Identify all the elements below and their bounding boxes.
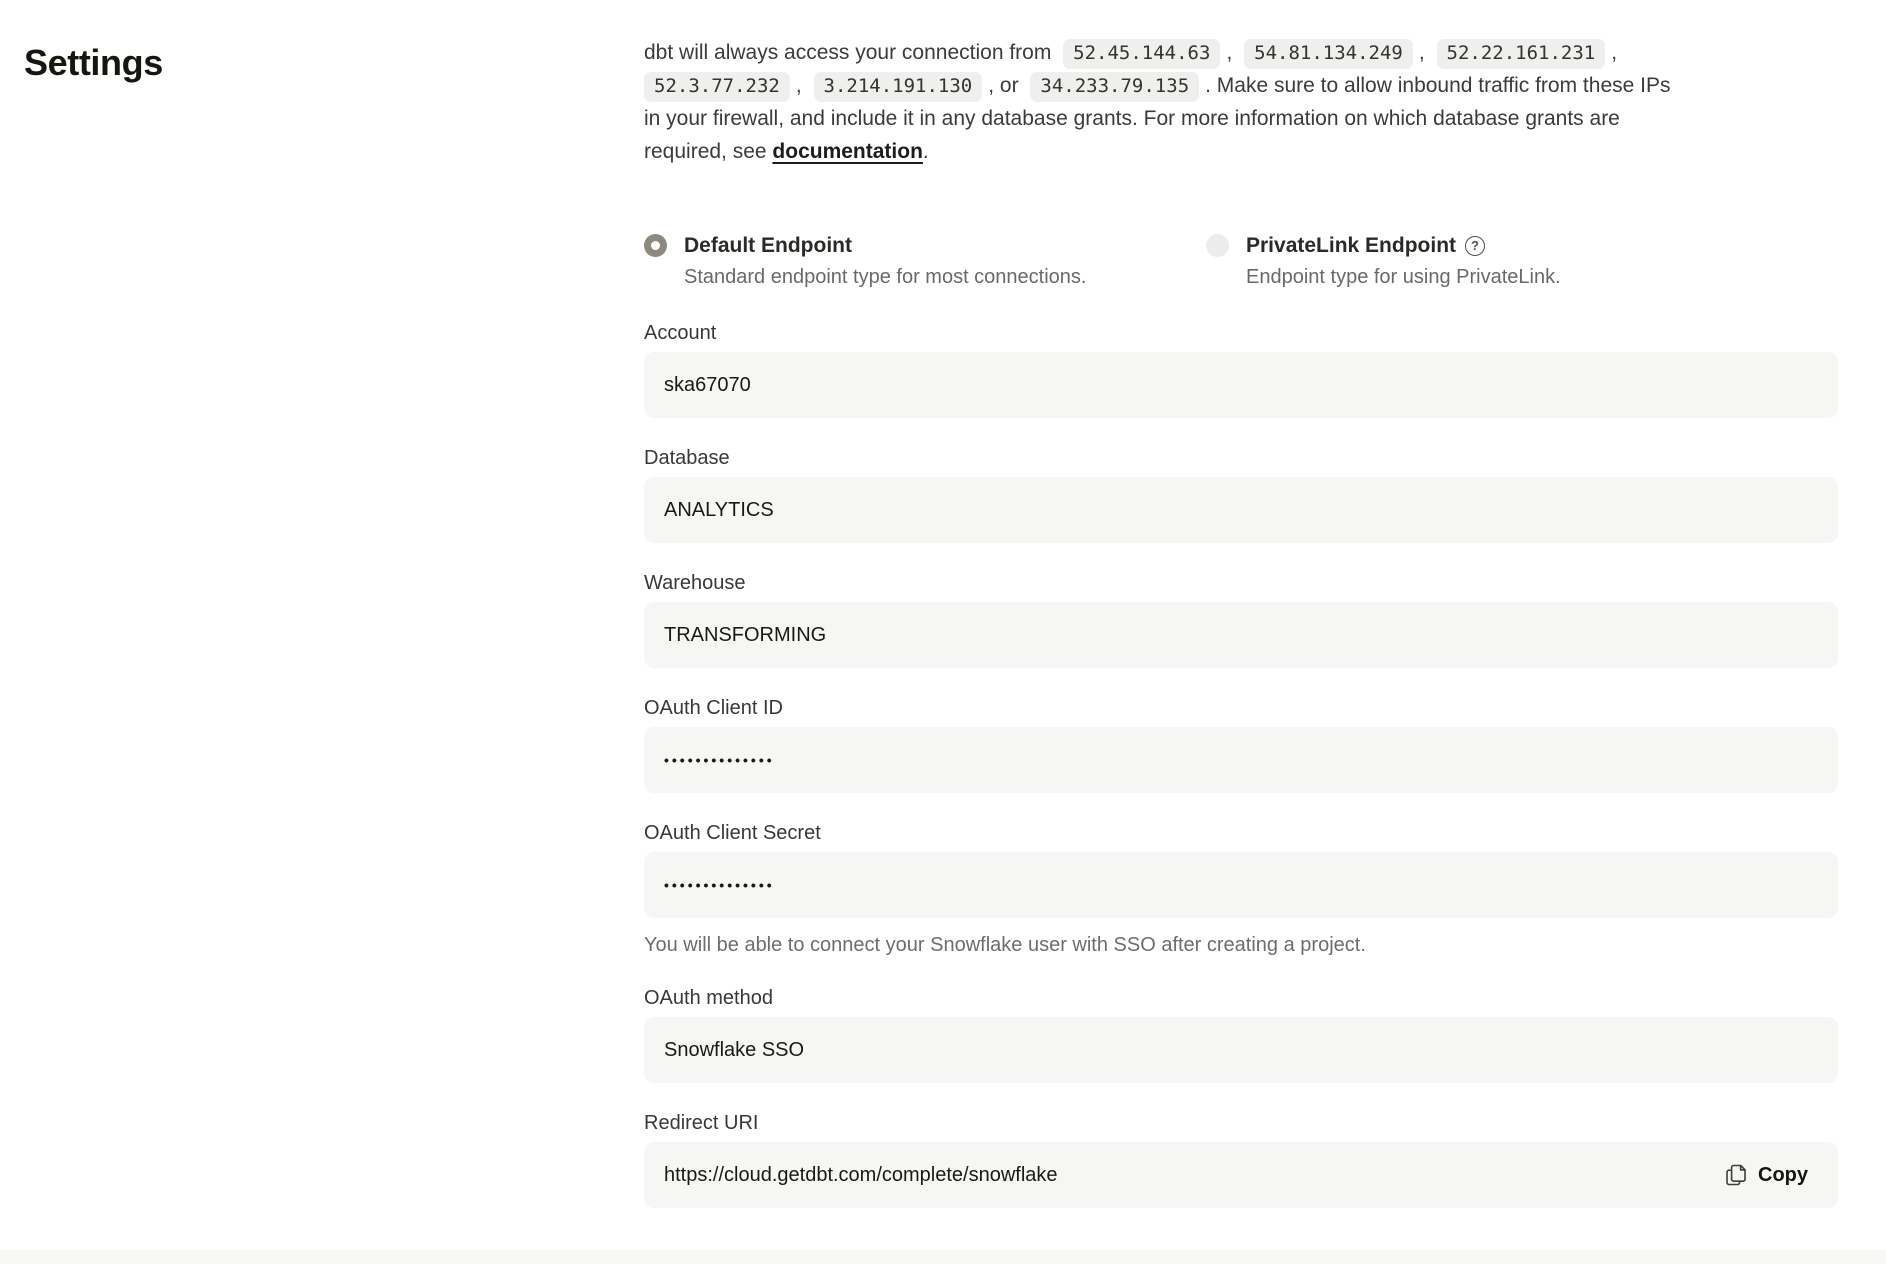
privatelink-endpoint-label: PrivateLink Endpoint	[1246, 234, 1457, 257]
account-input[interactable]	[644, 352, 1838, 418]
oauth-method-input[interactable]	[644, 1017, 1838, 1083]
redirect-uri-value: https://cloud.getdbt.com/complete/snowflake	[664, 1163, 1058, 1186]
account-field-group	[644, 320, 1838, 418]
paragraph-text: ,	[1226, 41, 1239, 64]
database-value: ANALYTICS	[664, 498, 774, 521]
database-input[interactable]	[644, 477, 1838, 543]
oauth-method-field-group	[644, 985, 1838, 1083]
oauth-client-secret-field-group	[644, 820, 1838, 958]
privatelink-endpoint-option[interactable]	[1206, 232, 1561, 290]
ip-allowlist-paragraph	[644, 36, 1838, 168]
page-title: Settings	[24, 42, 163, 83]
ip-address-chip: 52.3.77.232	[644, 72, 790, 102]
paragraph-text: ,	[1611, 41, 1618, 64]
redirect-uri-field-group	[644, 1110, 1838, 1208]
oauth-client-secret-masked-value: ••••••••••••••	[664, 877, 775, 893]
paragraph-text: ,	[795, 74, 808, 97]
copy-button[interactable]	[1725, 1142, 1808, 1208]
paragraph-text: in your firewall, and include it in any database grants. For more information on which database grants are	[644, 107, 1620, 130]
sso-helper-text: You will be able to connect your Snowflake user with SSO after creating a project.	[644, 934, 1366, 956]
connection-settings-panel	[644, 0, 1838, 1235]
ip-address-chip: 52.22.161.231	[1437, 39, 1606, 69]
default-endpoint-option[interactable]	[644, 232, 1206, 290]
ip-address-chip: 3.214.191.130	[814, 72, 983, 102]
account-value: ska67070	[664, 373, 751, 396]
footer-bar	[0, 1250, 1886, 1264]
oauth-client-id-input[interactable]	[644, 727, 1838, 793]
warehouse-label: Warehouse	[644, 572, 746, 594]
help-icon[interactable]: ?	[1465, 236, 1485, 256]
warehouse-value: TRANSFORMING	[664, 623, 827, 646]
copy-icon	[1725, 1163, 1747, 1187]
privatelink-endpoint-description: Endpoint type for using PrivateLink.	[1246, 266, 1561, 288]
ip-address-chip: 34.233.79.135	[1030, 72, 1199, 102]
paragraph-text: required, see	[644, 140, 773, 163]
database-label: Database	[644, 447, 730, 469]
documentation-link[interactable]: documentation	[772, 140, 923, 163]
copy-button-label: Copy	[1758, 1163, 1808, 1186]
default-endpoint-radio[interactable]	[644, 234, 667, 257]
paragraph-text: dbt will always access your connection from	[644, 41, 1058, 64]
paragraph-text: ,	[1418, 41, 1431, 64]
oauth-client-id-field-group	[644, 695, 1838, 793]
redirect-uri-label: Redirect URI	[644, 1112, 759, 1134]
default-endpoint-label: Default Endpoint	[684, 234, 852, 257]
oauth-method-label: OAuth method	[644, 987, 773, 1009]
warehouse-input[interactable]	[644, 602, 1838, 668]
oauth-method-value: Snowflake SSO	[664, 1038, 805, 1061]
default-endpoint-description: Standard endpoint type for most connections.	[684, 266, 1087, 288]
account-label: Account	[644, 322, 717, 344]
warehouse-field-group	[644, 570, 1838, 668]
privatelink-endpoint-radio[interactable]	[1206, 234, 1229, 257]
database-field-group	[644, 445, 1838, 543]
paragraph-text: .	[922, 140, 929, 163]
ip-address-chip: 52.45.144.63	[1063, 39, 1220, 69]
oauth-client-id-masked-value: ••••••••••••••	[664, 752, 775, 768]
paragraph-text: , or	[988, 74, 1025, 97]
paragraph-text: . Make sure to allow inbound traffic from these IPs	[1205, 74, 1671, 97]
oauth-client-id-label: OAuth Client ID	[644, 697, 783, 719]
endpoint-type-radio-group	[644, 232, 1838, 290]
oauth-client-secret-input[interactable]	[644, 852, 1838, 918]
redirect-uri-input[interactable]	[644, 1142, 1838, 1208]
ip-address-chip: 54.81.134.249	[1244, 39, 1413, 69]
connection-form	[644, 320, 1838, 1208]
oauth-client-secret-label: OAuth Client Secret	[644, 822, 821, 844]
